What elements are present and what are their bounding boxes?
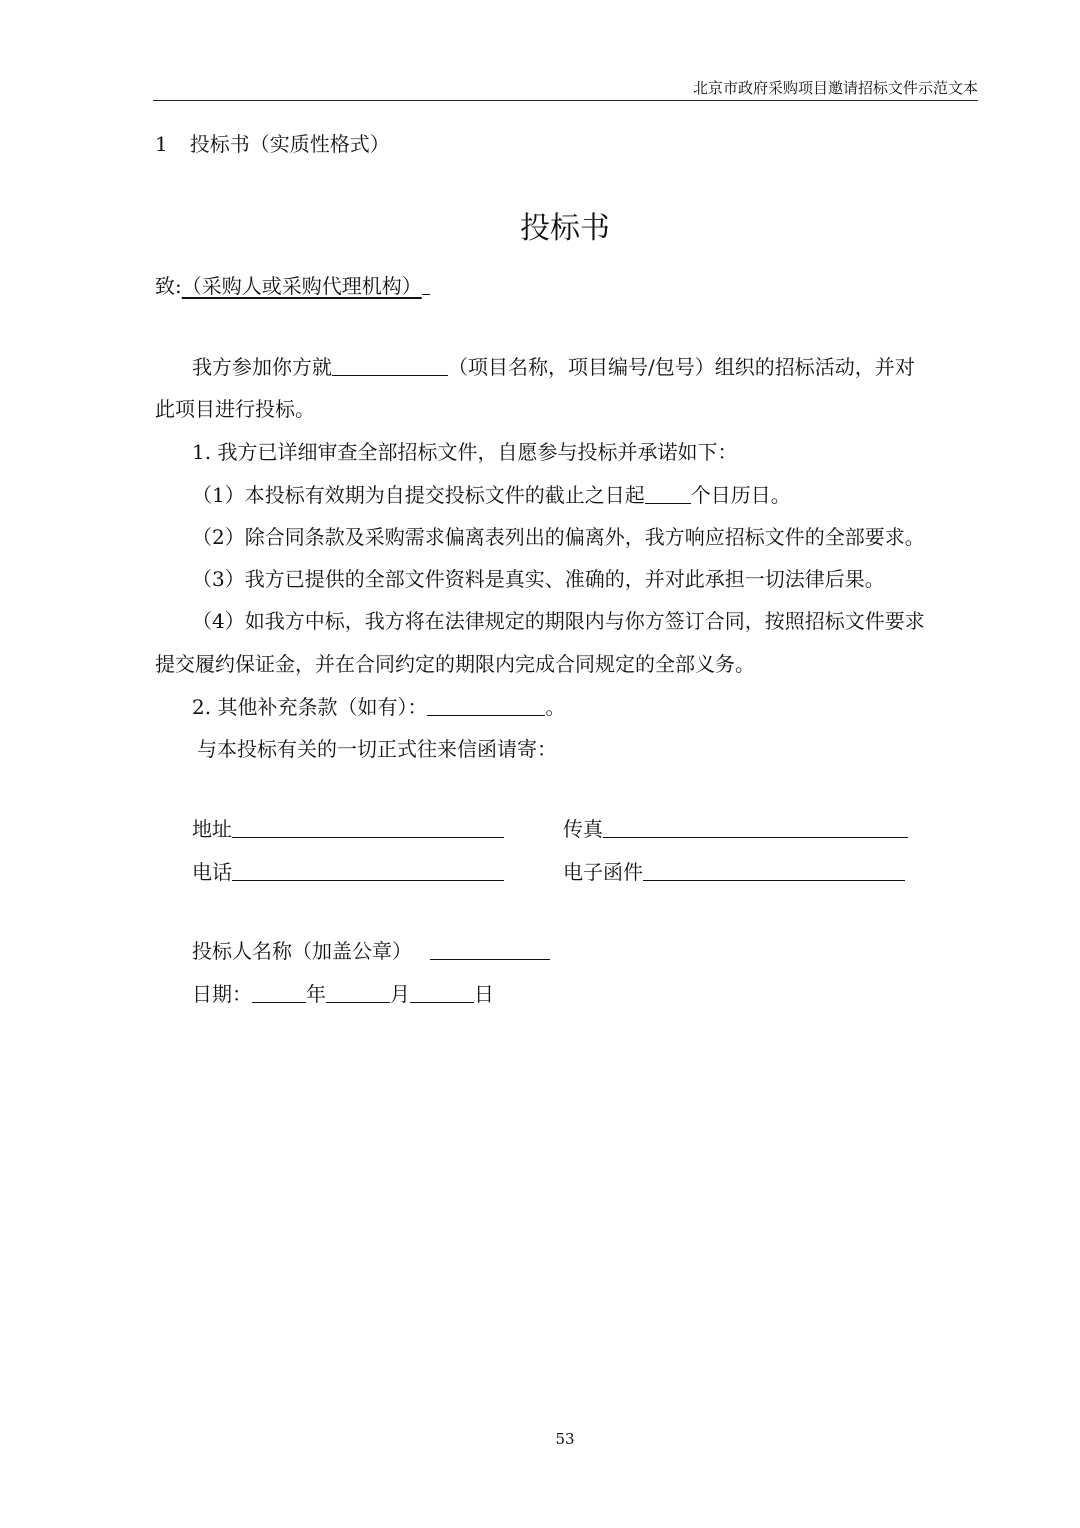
supplementary-blank xyxy=(427,693,545,716)
phone-blank xyxy=(232,858,504,881)
commitment-sub-4-line-2: 提交履约保证金，并在合同约定的期限内完成合同规定的全部义务。 xyxy=(155,652,755,676)
section-title: 投标书（实质性格式） xyxy=(189,132,390,156)
bidder-blank xyxy=(430,937,550,960)
commitment-sub-4-line-1: （4）如我方中标，我方将在法律规定的期限内与你方签订合同，按照招标文件要求 xyxy=(192,609,925,633)
intro-line-2: 此项目进行投标。 xyxy=(155,397,315,421)
page-title: 投标书 xyxy=(520,211,610,246)
year-label: 年 xyxy=(306,982,326,1006)
fax-field xyxy=(563,815,908,843)
running-title: 北京市政府采购项目邀请招标文件示范文本 xyxy=(692,79,978,97)
day-label: 日 xyxy=(474,982,494,1006)
supplementary-terms xyxy=(192,693,565,721)
phone-field xyxy=(192,858,504,886)
month-blank xyxy=(326,980,390,1003)
commitment-sub-3: （3）我方已提供的全部文件资料是真实、准确的，并对此承担一切法律后果。 xyxy=(192,567,885,591)
bidder-label: 投标人名称（加盖公章） xyxy=(192,939,412,963)
day-blank xyxy=(410,980,474,1003)
supplementary-label: 2. 其他补充条款（如有）： xyxy=(192,695,428,719)
addressee-line xyxy=(155,272,430,300)
section-number: 1 xyxy=(155,132,168,156)
commitment-sub-2: （2）除合同条款及采购需求偏离表列出的偏离外，我方响应招标文件的全部要求。 xyxy=(192,525,925,549)
project-name-blank xyxy=(332,353,448,376)
phone-label: 电话 xyxy=(192,860,232,884)
year-blank xyxy=(252,980,306,1003)
address-field xyxy=(192,815,504,843)
email-field xyxy=(563,858,905,886)
supplementary-end: 。 xyxy=(545,695,566,719)
correspondence-line: 与本投标有关的一切正式往来信函请寄： xyxy=(197,737,557,761)
address-blank xyxy=(232,815,504,838)
email-blank xyxy=(643,858,905,881)
sub1-text-1: （1）本投标有效期为自提交投标文件的截止之日起 xyxy=(192,483,645,507)
email-label: 电子函件 xyxy=(563,860,643,884)
fax-label: 传真 xyxy=(563,817,603,841)
running-header xyxy=(153,78,978,101)
section-heading xyxy=(155,130,390,158)
commitment-item-1: 1. 我方已详细审查全部招标文件，自愿参与投标并承诺如下： xyxy=(192,440,738,464)
fax-blank xyxy=(603,815,908,838)
addressee-value: （采购人或采购代理机构） xyxy=(181,274,422,298)
intro-text-1: 我方参加你方就 xyxy=(192,355,332,379)
addressee-label: 致: xyxy=(155,274,182,298)
sub1-text-2: 个日历日。 xyxy=(690,483,791,507)
intro-text-2: （项目名称，项目编号/包号）组织的招标活动，并对 xyxy=(448,355,915,379)
address-label: 地址 xyxy=(192,817,232,841)
bidder-name-field xyxy=(192,937,550,965)
page-number: 53 xyxy=(555,1430,575,1448)
date-field xyxy=(192,980,494,1008)
validity-days-blank xyxy=(645,481,691,504)
intro-line-1 xyxy=(192,353,915,381)
date-label: 日期： xyxy=(192,982,252,1006)
month-label: 月 xyxy=(390,982,410,1006)
addressee-blank xyxy=(422,272,430,295)
commitment-sub-1 xyxy=(192,481,791,509)
